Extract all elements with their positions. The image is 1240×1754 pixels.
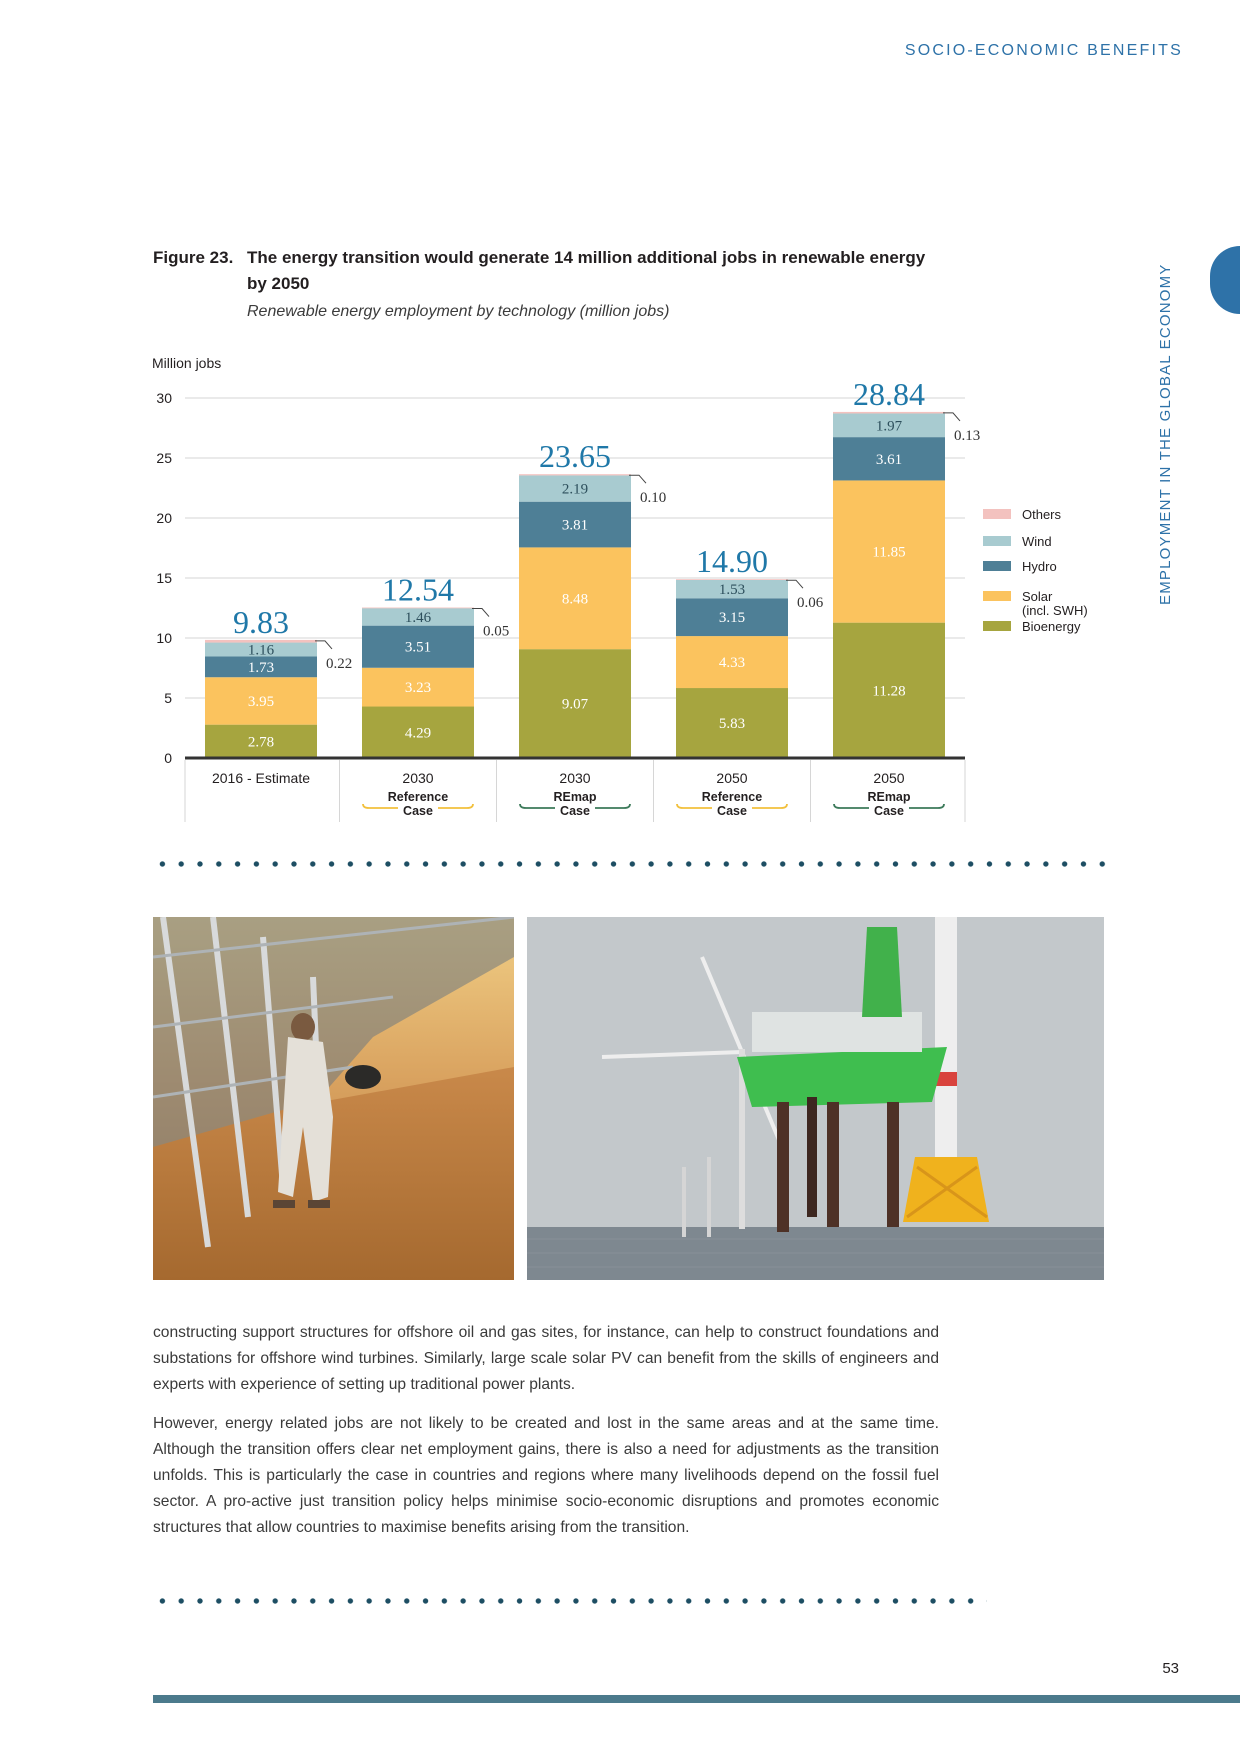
y-tick-label: 10 <box>156 630 172 646</box>
others-callout-line <box>472 609 489 617</box>
case-bracket <box>438 804 473 808</box>
chapter-side-title: EMPLOYMENT IN THE GLOBAL ECONOMY <box>1157 263 1174 605</box>
data-label: 8.48 <box>561 591 589 608</box>
data-label: 11.85 <box>872 544 906 561</box>
case-bracket <box>677 804 712 808</box>
data-label: 1.73 <box>247 659 275 676</box>
dotted-divider <box>153 860 1109 868</box>
case-bracket <box>363 804 398 808</box>
solar-worker-image <box>153 917 514 1280</box>
data-label: 2.19 <box>561 481 589 498</box>
y-tick-label: 30 <box>156 390 172 406</box>
footer-bar <box>153 1695 1240 1703</box>
chapter-tab <box>1210 246 1240 314</box>
employment-chart <box>140 350 1115 825</box>
x-category-year: 2016 - Estimate <box>211 770 311 786</box>
y-tick-label: 25 <box>156 450 172 466</box>
legend-label: Wind <box>1022 534 1052 549</box>
case-bracket <box>909 804 944 808</box>
others-callout-line <box>315 641 332 649</box>
others-callout-line <box>629 475 646 483</box>
offshore-wind-photo <box>527 917 1104 1280</box>
data-label: 1.53 <box>718 582 746 599</box>
x-category-year: 2030 <box>402 770 434 786</box>
solar-worker-photo <box>153 917 514 1280</box>
x-category-case: Reference <box>387 790 449 804</box>
data-label: 2.78 <box>247 734 275 751</box>
legend-label-line2: (incl. SWH) <box>1022 603 1088 618</box>
figure-subtitle: Renewable energy employment by technology (million jobs) <box>247 303 670 320</box>
y-tick-label: 5 <box>164 690 172 706</box>
data-label: 1.16 <box>247 642 275 659</box>
section-header: SOCIO-ECONOMIC BENEFITS <box>904 42 1183 59</box>
data-label: 3.81 <box>561 517 589 534</box>
x-category-year: 2050 <box>873 770 905 786</box>
others-callout-line <box>786 580 803 588</box>
legend-swatch <box>983 536 1011 546</box>
x-category-case: Case <box>403 804 433 818</box>
figure-title <box>153 245 943 297</box>
data-label: 1.46 <box>404 609 432 626</box>
legend-swatch <box>983 509 1011 519</box>
x-category-year: 2030 <box>559 770 591 786</box>
data-label: 3.15 <box>718 610 746 627</box>
bar-segment-others <box>676 579 788 580</box>
body-paragraph-2: However, energy related jobs are not likely to be created and lost in the same areas and at the same time. Although the transition offers clear net employment gains, there is also a need for adjustments as the transition unfolds. This is particularly the case in countries and regions where many livelihoods depend on the fossil fuel sector. A pro-active just transition policy helps minimise socio-economic disruptions and promotes economic structures that allow countries to maximise benefits arising from the transition. <box>153 1415 939 1536</box>
total-label: 14.90 <box>696 543 768 580</box>
legend-label: Hydro <box>1022 559 1057 574</box>
data-label: 1.97 <box>875 418 903 435</box>
data-label: 3.61 <box>875 451 903 468</box>
data-label: 3.23 <box>404 680 432 697</box>
figure-number: Figure 23. <box>153 248 234 267</box>
bar-segment-others <box>519 474 631 475</box>
data-label: 9.07 <box>561 696 589 713</box>
legend-label: Solar <box>1022 589 1053 604</box>
total-label: 28.84 <box>853 375 925 412</box>
x-category-case: Case <box>717 804 747 818</box>
data-label: 4.33 <box>718 655 746 672</box>
legend-label: Others <box>1022 507 1062 522</box>
others-label: 0.10 <box>640 490 667 507</box>
bar-segment-others <box>362 608 474 609</box>
body-paragraph-1: constructing support structures for offshore oil and gas sites, for instance, can help to construct foundations and substations for offshore wind turbines. Similarly, large scale solar PV can benefit from the skills of engineers and experts with experience of setting up traditional power plants. <box>153 1324 939 1393</box>
legend-label: Bioenergy <box>1022 619 1081 634</box>
x-category-year: 2050 <box>716 770 748 786</box>
case-bracket <box>752 804 787 808</box>
figure-title-text: The energy transition would generate 14 million additional jobs in renewable energy by 2050 <box>247 248 926 293</box>
others-label: 0.22 <box>326 655 353 672</box>
total-label: 12.54 <box>382 571 454 608</box>
y-tick-label: 20 <box>156 510 172 526</box>
others-label: 0.06 <box>797 595 824 612</box>
case-bracket <box>595 804 630 808</box>
offshore-wind-image <box>527 917 1104 1280</box>
case-bracket <box>834 804 869 808</box>
data-label: 11.28 <box>872 683 906 700</box>
data-label: 4.29 <box>404 725 432 742</box>
others-callout-line <box>943 413 960 421</box>
page-number: 53 <box>1162 1660 1179 1677</box>
bar-segment-others <box>205 640 317 643</box>
x-category-case: REmap <box>867 790 911 804</box>
y-tick-label: 0 <box>164 750 172 766</box>
total-label: 23.65 <box>539 438 611 475</box>
legend-swatch <box>983 621 1011 631</box>
x-category-case: Case <box>874 804 904 818</box>
total-label: 9.83 <box>233 603 289 640</box>
x-category-case: Reference <box>701 790 763 804</box>
data-label: 5.83 <box>718 716 746 733</box>
x-category-case: REmap <box>553 790 597 804</box>
case-bracket <box>520 804 555 808</box>
legend-swatch <box>983 561 1011 571</box>
others-label: 0.05 <box>483 623 510 640</box>
y-tick-label: 15 <box>156 570 172 586</box>
dotted-divider-bottom <box>153 1597 987 1605</box>
data-label: 3.95 <box>247 693 275 710</box>
y-axis-label: Million jobs <box>152 355 222 371</box>
bar-segment-others <box>833 412 945 414</box>
legend-swatch <box>983 591 1011 601</box>
data-label: 3.51 <box>404 639 432 656</box>
others-label: 0.13 <box>954 427 981 444</box>
x-category-case: Case <box>560 804 590 818</box>
